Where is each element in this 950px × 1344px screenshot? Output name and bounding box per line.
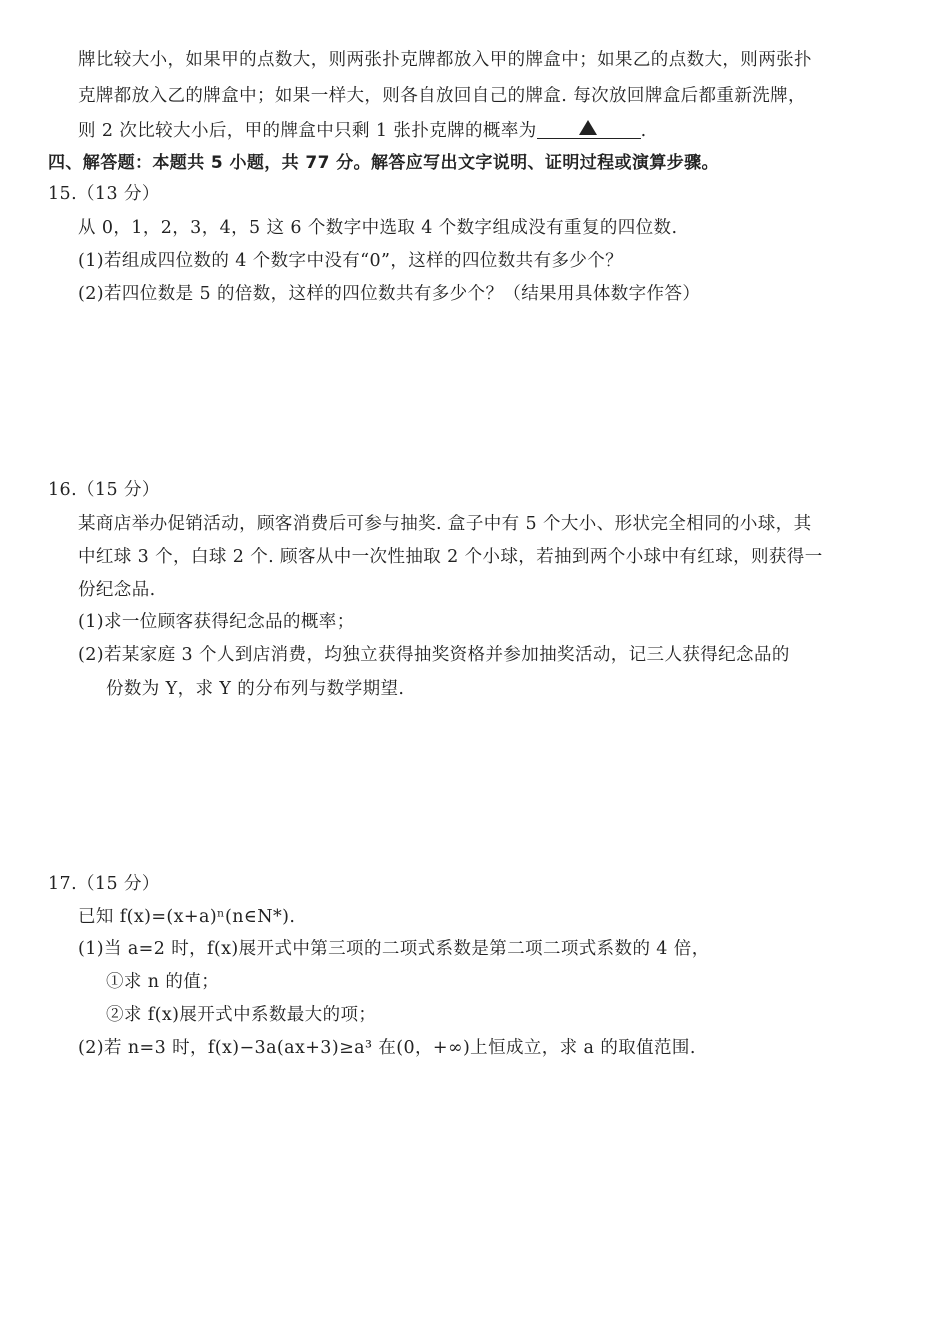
intro-line-1: 牌比较大小，如果甲的点数大，则两张扑克牌都放入甲的牌盒中；如果乙的点数大，则两张扑 <box>78 50 812 70</box>
section-heading: 四、解答题：本题共 5 小题，共 77 分。解答应写出文字说明、证明过程或演算步骤。 <box>48 153 719 173</box>
q16-part-1: (1)求一位顾客获得纪念品的概率； <box>78 612 355 632</box>
q16-stem-3: 份纪念品. <box>78 580 156 600</box>
q15-part-2: (2)若四位数是 5 的倍数，这样的四位数共有多少个？（结果用具体数字作答） <box>78 284 701 304</box>
intro-line-3 <box>78 118 647 143</box>
answer-blank <box>537 118 641 139</box>
q17-sub-1: ①求 n 的值； <box>106 972 220 992</box>
q15-stem: 从 0，1，2，3，4，5 这 6 个数字中选取 4 个数字组成没有重复的四位数. <box>78 218 678 238</box>
q16-label: 16.（15 分） <box>48 480 160 500</box>
q17-part-1: (1)当 a=2 时，f(x)展开式中第三项的二项式系数是第二项二项式系数的 4 倍， <box>78 939 710 959</box>
intro-line-2: 克牌都放入乙的牌盒中；如果一样大，则各自放回自己的牌盒. 每次放回牌盒后都重新洗牌， <box>78 86 806 106</box>
q16-stem-1: 某商店举办促销活动，顾客消费后可参与抽奖. 盒子中有 5 个大小、形状完全相同的小球，其 <box>78 514 812 534</box>
q16-stem-2: 中红球 3 个，白球 2 个. 顾客从中一次性抽取 2 个小球，若抽到两个小球中有红球，则获得一 <box>78 547 823 567</box>
intro-line-3-text: 则 2 次比较大小后，甲的牌盒中只剩 1 张扑克牌的概率为 <box>78 121 537 141</box>
q15-label: 15.（13 分） <box>48 184 160 204</box>
q17-sub-2: ②求 f(x)展开式中系数最大的项； <box>106 1005 377 1025</box>
q16-part-2b: 份数为 Y，求 Y 的分布列与数学期望. <box>106 679 405 699</box>
q16-part-2a: (2)若某家庭 3 个人到店消费，均独立获得抽奖资格并参加抽奖活动，记三人获得纪念品的 <box>78 645 790 665</box>
q17-stem: 已知 f(x)=(x+a)ⁿ(n∈N*). <box>78 907 296 927</box>
triangle-marker-icon <box>579 120 597 135</box>
q15-part-1: (1)若组成四位数的 4 个数字中没有“0”，这样的四位数共有多少个？ <box>78 251 624 271</box>
intro-line-3-end: . <box>640 121 647 141</box>
q17-part-2: (2)若 n=3 时，f(x)−3a(ax+3)≥a³ 在(0，+∞)上恒成立，求 a 的取值范围. <box>78 1038 696 1058</box>
q17-label: 17.（15 分） <box>48 874 160 894</box>
